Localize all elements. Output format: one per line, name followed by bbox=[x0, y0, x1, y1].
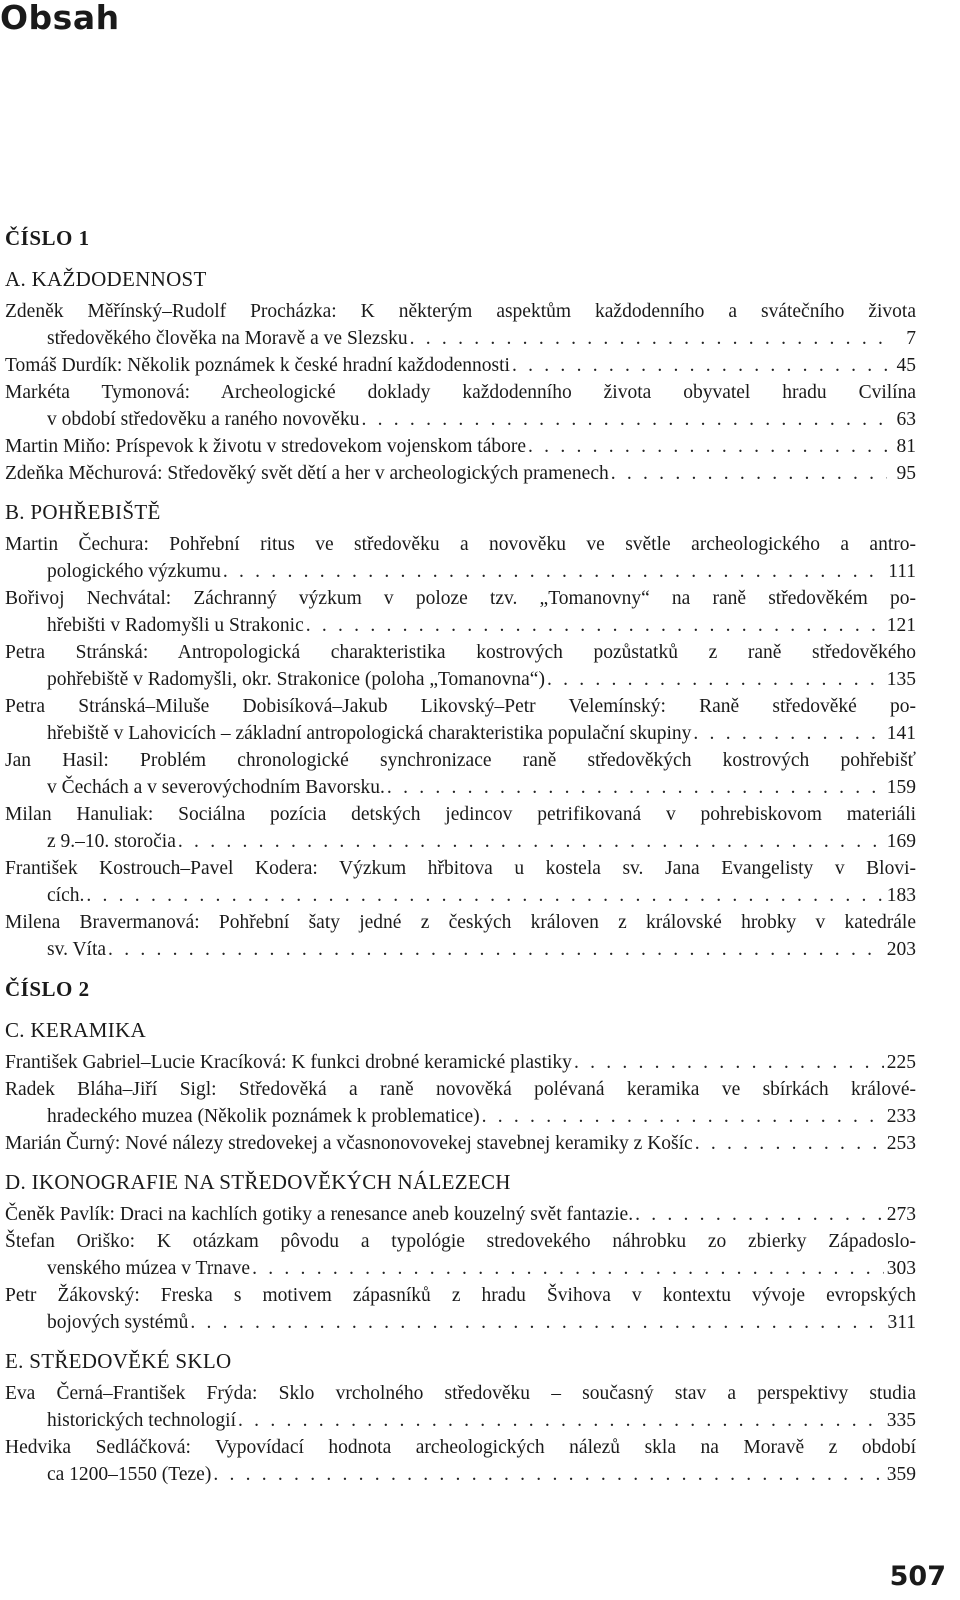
entry-text: hřebiště v Lahovicích – základní antropologická charakteristika populační skupiny bbox=[47, 723, 692, 744]
entry-text: Tomáš Durdík: Několik poznámek k české hradní každodennosti bbox=[5, 355, 510, 376]
section-heading: E. STŘEDOVĚKÉ SKLO bbox=[5, 1349, 232, 1373]
entry-last-line bbox=[5, 1407, 916, 1434]
page-number: 7 bbox=[906, 328, 916, 349]
entry-last-line bbox=[5, 1309, 916, 1336]
page-number: 63 bbox=[896, 409, 916, 430]
entry-text: středověkého člověka na Moravě a ve Slezsku bbox=[47, 328, 408, 349]
page-number: 311 bbox=[887, 1312, 916, 1333]
entry-last-line bbox=[5, 666, 916, 693]
entry-list bbox=[5, 298, 916, 487]
entry-last-line bbox=[5, 1103, 916, 1130]
leader-dots bbox=[223, 558, 885, 585]
leader-dots bbox=[574, 1049, 884, 1076]
leader-dots bbox=[528, 433, 887, 460]
page-number: 45 bbox=[896, 355, 916, 376]
leader-dots bbox=[410, 325, 887, 352]
toc-entry[interactable] bbox=[5, 1434, 916, 1488]
issue-heading: ČÍSLO 1 bbox=[5, 226, 90, 250]
entry-text: Milan Hanuliak: Sociálna pozícia detských jedincov petrifikovaná v pohrebiskovom materiáli bbox=[5, 804, 916, 825]
entry-list bbox=[5, 1049, 916, 1157]
entry-text: František Gabriel–Lucie Kracíková: K funkci drobné keramické plastiky bbox=[5, 1052, 572, 1073]
entry-text: Milena Bravermanová: Pohřební šaty jedné z českých královen z královské hrobky v katedrále bbox=[5, 912, 916, 933]
table-of-contents bbox=[5, 216, 916, 1501]
entry-text: Petra Stránská–Miluše Dobisíková–Jakub Likovský–Petr Velemínský: Raně středověké po- bbox=[5, 696, 916, 717]
page-number: 121 bbox=[886, 615, 916, 636]
entry-last-line bbox=[5, 1201, 916, 1228]
entry-list bbox=[5, 531, 916, 963]
entry-text: Martin Čechura: Pohřební ritus ve středověku a novověku ve světle archeologického a antro- bbox=[5, 534, 916, 555]
entry-text: Jan Hasil: Problém chronologické synchronizace raně středověkých kostrových pohřebišť bbox=[5, 750, 916, 771]
page-number: 141 bbox=[886, 723, 916, 744]
leader-dots bbox=[108, 936, 884, 963]
page-number: 159 bbox=[886, 777, 916, 798]
toc-entry[interactable] bbox=[5, 1282, 916, 1336]
entry-last-line bbox=[5, 612, 916, 639]
toc-entry[interactable] bbox=[5, 460, 916, 487]
leader-dots bbox=[611, 460, 887, 487]
issue-heading: ČÍSLO 2 bbox=[5, 977, 90, 1001]
entry-text: Martin Miňo: Príspevok k životu v stredovekom vojenskom tábore bbox=[5, 436, 527, 457]
leader-dots bbox=[252, 1255, 884, 1282]
leader-dots bbox=[178, 828, 884, 855]
page-number: 81 bbox=[896, 436, 916, 457]
entry-text: historických technologií bbox=[47, 1410, 237, 1431]
page-number: 183 bbox=[886, 885, 916, 906]
entry-last-line bbox=[5, 882, 916, 909]
entry-last-line bbox=[5, 828, 916, 855]
entry-text: Zdeněk Měřínský–Rudolf Procházka: K některým aspektům každodenního a svátečního života bbox=[5, 301, 916, 322]
section-heading: C. KERAMIKA bbox=[5, 1018, 146, 1042]
page-number: 169 bbox=[886, 831, 916, 852]
toc-entry[interactable] bbox=[5, 1049, 916, 1076]
page-folio: 507 bbox=[889, 1561, 946, 1592]
page-number: 233 bbox=[886, 1106, 916, 1127]
entry-text: Marián Čurný: Nové nálezy stredovekej a včasnonovovekej stavebnej keramiky z Košíc bbox=[5, 1133, 693, 1154]
entry-last-line bbox=[5, 325, 916, 352]
leader-dots bbox=[695, 1130, 884, 1157]
entry-text: venského múzea v Trnave bbox=[47, 1258, 251, 1279]
toc-entry[interactable] bbox=[5, 909, 916, 963]
entry-last-line bbox=[5, 1130, 916, 1157]
entry-last-line bbox=[5, 433, 916, 460]
leader-dots bbox=[512, 352, 887, 379]
toc-entry[interactable] bbox=[5, 1201, 916, 1228]
page-number: 95 bbox=[896, 463, 916, 484]
entry-text: Bořivoj Nechvátal: Záchranný výzkum v poloze tzv. „Tomanovny“ na raně středověkém po- bbox=[5, 588, 916, 609]
entry-last-line bbox=[5, 936, 916, 963]
leader-dots bbox=[693, 720, 883, 747]
page-number: 335 bbox=[886, 1410, 916, 1431]
entry-last-line bbox=[5, 1049, 916, 1076]
toc-entry[interactable] bbox=[5, 855, 916, 909]
entry-last-line bbox=[5, 406, 916, 433]
entry-last-line bbox=[5, 720, 916, 747]
section-heading: B. POHŘEBIŠTĚ bbox=[5, 500, 161, 524]
toc-entry[interactable] bbox=[5, 693, 916, 747]
entry-text: hradeckého muzea (Několik poznámek k problematice) bbox=[47, 1106, 480, 1127]
entry-last-line bbox=[5, 352, 916, 379]
leader-dots bbox=[635, 1201, 884, 1228]
leader-dots bbox=[86, 882, 883, 909]
leader-dots bbox=[387, 774, 884, 801]
leader-dots bbox=[238, 1407, 884, 1434]
entry-text: Markéta Tymonová: Archeologické doklady každodenního života obyvatel hradu Cvilína bbox=[5, 382, 916, 403]
leader-dots bbox=[306, 612, 884, 639]
toc-entry[interactable] bbox=[5, 298, 916, 352]
page-number: 203 bbox=[886, 939, 916, 960]
page-number: 111 bbox=[888, 561, 916, 582]
entry-text: Eva Černá–František Frýda: Sklo vrcholného středověku – současný stav a perspektivy studia bbox=[5, 1383, 916, 1404]
toc-entry[interactable] bbox=[5, 1228, 916, 1282]
toc-entry[interactable] bbox=[5, 352, 916, 379]
entry-list bbox=[5, 1201, 916, 1336]
entry-text: sv. Víta bbox=[47, 939, 107, 960]
entry-text: cích. bbox=[47, 885, 85, 906]
page-number: 253 bbox=[886, 1133, 916, 1154]
entry-text: Zdeňka Měchurová: Středověký svět dětí a her v archeologických pramenech bbox=[5, 463, 609, 484]
toc-entry[interactable] bbox=[5, 1130, 916, 1157]
entry-text: Hedvika Sedláčková: Vypovídací hodnota archeologických nálezů skla na Moravě z období bbox=[5, 1437, 916, 1458]
entry-last-line bbox=[5, 774, 916, 801]
page-number: 359 bbox=[886, 1464, 916, 1485]
toc-entry[interactable] bbox=[5, 433, 916, 460]
leader-dots bbox=[361, 406, 887, 433]
leader-dots bbox=[547, 666, 884, 693]
entry-text: Radek Bláha–Jiří Sigl: Středověká a raně novověká polévaná keramika ve sbírkách králové- bbox=[5, 1079, 916, 1100]
section-heading: D. IKONOGRAFIE NA STŘEDOVĚKÝCH NÁLEZECH bbox=[5, 1170, 511, 1194]
entry-list bbox=[5, 1380, 916, 1488]
entry-text: Štefan Oriško: K otázkam pôvodu a typológie stredovekého náhrobku zo zbierky Západoslo- bbox=[5, 1231, 916, 1252]
entry-text: František Kostrouch–Pavel Kodera: Výzkum hřbitova u kostela sv. Jana Evangelisty v Blovi- bbox=[5, 858, 916, 879]
toc-entry[interactable] bbox=[5, 639, 916, 693]
entry-text: Čeněk Pavlík: Draci na kachlích gotiky a renesance aneb kouzelný svět fantazie. bbox=[5, 1204, 634, 1225]
entry-text: z 9.–10. storočia bbox=[47, 831, 176, 852]
toc-entry[interactable] bbox=[5, 585, 916, 639]
entry-text: Petr Žákovský: Freska s motivem zápasníků z hradu Švihova v kontextu vývoje evropských bbox=[5, 1285, 916, 1306]
page-number: 225 bbox=[886, 1052, 916, 1073]
toc-entry[interactable] bbox=[5, 1380, 916, 1434]
toc-entry[interactable] bbox=[5, 531, 916, 585]
section-heading: A. KAŽDODENNOST bbox=[5, 267, 207, 291]
toc-entry[interactable] bbox=[5, 801, 916, 855]
toc-entry[interactable] bbox=[5, 747, 916, 801]
entry-text: hřebišti v Radomyšli u Strakonic bbox=[47, 615, 304, 636]
leader-dots bbox=[482, 1103, 884, 1130]
entry-text: bojových systémů bbox=[47, 1312, 189, 1333]
entry-text: v Čechách a v severovýchodním Bavorsku. bbox=[47, 777, 385, 798]
toc-entry[interactable] bbox=[5, 1076, 916, 1130]
entry-text: ca 1200–1550 (Teze) bbox=[47, 1464, 212, 1485]
entry-text: v období středověku a raného novověku bbox=[47, 409, 360, 430]
entry-text: pohřebiště v Radomyšli, okr. Strakonice (poloha „Tomanovna“) bbox=[47, 669, 545, 690]
entry-last-line bbox=[5, 1255, 916, 1282]
entry-last-line bbox=[5, 1461, 916, 1488]
entry-text: pologického výzkumu bbox=[47, 561, 221, 582]
page-title: Obsah bbox=[0, 0, 120, 37]
page-number: 273 bbox=[886, 1204, 916, 1225]
page-number: 135 bbox=[886, 669, 916, 690]
entry-text: Petra Stránská: Antropologická charakteristika kostrových pozůstatků z raně středověkého bbox=[5, 642, 916, 663]
entry-last-line bbox=[5, 558, 916, 585]
entry-last-line bbox=[5, 460, 916, 487]
toc-entry[interactable] bbox=[5, 379, 916, 433]
leader-dots bbox=[213, 1461, 883, 1488]
page-number: 303 bbox=[886, 1258, 916, 1279]
leader-dots bbox=[190, 1309, 884, 1336]
